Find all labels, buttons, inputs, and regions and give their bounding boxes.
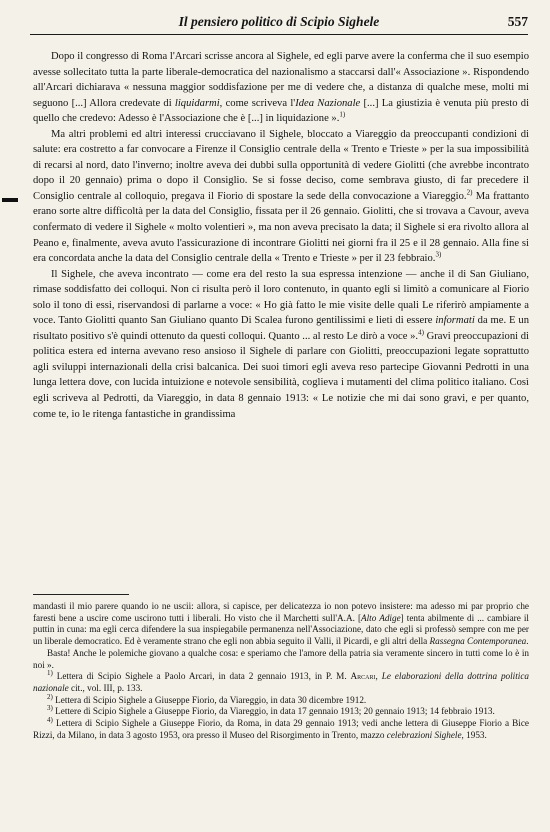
text-run: Lettera di Scipio Sighele a Giuseppe Fiorio, da Roma, in data 29 gennaio 1913; vedi anche lettera di Giuseppe Fiorio a Bice Rizzi, da Milano, in data 3 agosto 1953, ora presso il Museo del Risorgimento in Trento, mazzo [33, 718, 529, 740]
paragraph-1 [33, 49, 529, 127]
footnote-mark: 2) [47, 692, 53, 701]
footnote-rule [33, 594, 129, 595]
footnote-mark: 1) [47, 669, 53, 678]
italic-run: Le elaborazioni della dottrina politica nazionale [33, 671, 530, 693]
footnote-continuation [33, 601, 529, 648]
text-run: [...] La giustizia è venuta più presto di quello che credevo: Adesso è l'Associazione che è [...] in liquidazione ». [33, 97, 530, 125]
text-run: Dopo il congresso di Roma l'Arcari scrisse ancora al Sighele, ed egli parve avere la conferma che il suo esempio avesse sollecitato tutta la parte liberale-democratica del nazionalismo a staccarsi dall'« Associazione ». Rispondendo all'Arcari dichiarava « nessuna maggior soddisfazione per me di vedere che, a distanza di qualche mese, molti mi seguono [...] Allora credevate di [33, 51, 529, 109]
italic-run: Idea Nazionale [295, 97, 361, 109]
footnote-4 [33, 715, 529, 741]
running-title: Il pensiero politico di Scipio Sighele [178, 14, 380, 29]
text-run: , 1953. [461, 729, 487, 740]
footnote-ref: 3) [435, 250, 442, 259]
text-run: . [526, 636, 529, 647]
italic-run: Rassegna Contemporanea [429, 636, 527, 647]
text-run: Lettere di Scipio Sighele a Giuseppe Fiorio, da Viareggio, in data 17 gennaio 1913; 20 gennaio 1913; 14 febbraio 1913. [52, 706, 495, 717]
footnote-3 [33, 706, 529, 718]
text-run: , come scriveva l' [219, 97, 296, 109]
footnotes [33, 601, 529, 741]
footnote-basta: Basta! Anche le polemiche giovano a qualche cosa: e speriamo che l'amore della patria sia veramente sincero in tutti come lo è in noi ». [33, 647, 529, 670]
text-run: Il Sighele, che aveva incontrato — come era del resto la sua espressa intenzione — anche il di San Giuliano, rimase soddisfatto dei colloqui. Non ci risulta però il loro contenuto, in quanto egli si limitò a comunicare al Fiorio solo il tono di essi, riservandosi di parlarne a voce: « Ho già fatto le mie visite delle quali Le riferirò ampiamente a voce. Tanto Giolitti quanto San Giuliano quanto Di Scalea furono gentilissimi e lieti di essere [33, 268, 529, 327]
italic-run: Alto Adige [361, 612, 401, 623]
paragraph-3 [33, 267, 529, 422]
main-text [33, 49, 529, 422]
page-number: 557 [507, 14, 528, 29]
footnote-1 [33, 671, 529, 694]
text-run: Lettera di Scipio Sighele a Giuseppe Fiorio, da Viareggio, in data 30 dicembre 1912. [52, 694, 367, 705]
footnote-2 [33, 692, 529, 707]
text-run: Ma altri problemi ed altri interessi crucciavano il Sighele, bloccato a Viareggio da preoccupanti condizioni di salute: era costretto a far convocare a Firenze il Consiglio centrale della « Trento e Trieste » per la sua impossibilità di recarsi al nord, dato l'inverno; inoltre aveva dei dubbi sulla opportunità di vedere Giolitti (che avrebbe incontrato dopo il 20 gennaio) prima o dopo il Consiglio. Se si fosse deciso, come sembrava giusto, di far precedere il Consiglio centrale al colloquio, pregava il Fiorio di spostare la sede della convocazione a Viareggio. [33, 128, 529, 202]
text-run: cit., vol. III, p. 133. [68, 682, 143, 693]
author-name: Arcari [350, 671, 376, 682]
text-run: Gravi preoccupazioni di politica estera ed interna avevano reso ansioso il Sighele di parlare con Giolitti, preoccupazioni legate soprattutto agli sviluppi internazionali della crisi balcanica. Dei suoi timori egli aveva reso partecipe Giovanni Pedrotti in una lunga lettera dove, con lucida intuizione e notevole sensibilità, coglieva i mutamenti del clima politico italiano. Così egli scriveva al Pedrotti, da Viareggio, in data 8 gennaio 1913: « Le notizie che mi dai sono gravi, e per quanto, come te, io le ritenga fantastiche in grandissima [33, 330, 530, 420]
italic-run: celebrazioni Sighele [386, 729, 462, 740]
italic-run: liquidarmi [174, 97, 220, 109]
footnote-ref: 4) [418, 328, 424, 337]
text-run: Ma frattanto erano sorte altre difficoltà per la data del Consiglio, fissata per il 26 gennaio. Giolitti, che si trovava a Cavour, aveva confermato di vedere il Sighele « molto volentieri », ma non aveva precisato la data; il Sighele si era rivolto allora al Peano e, finalmente, aveva avuto l'assicurazione di incontrare Giolitti nei giorni fra il 25 e il 28 gennaio. Alla fine si era concordata anche la data del Consiglio centrale della « Trento e Trieste » per il 23 febbraio. [33, 190, 529, 265]
text-run: Lettera di Scipio Sighele a Paolo Arcari, in data 2 gennaio 1913, in P. M. [52, 671, 351, 682]
page-header [30, 14, 528, 35]
footnote-mark: 3) [47, 704, 53, 713]
text-run: , [375, 671, 382, 682]
italic-run: informati [435, 315, 475, 327]
footnote-mark: 4) [47, 715, 53, 724]
text-run: mandasti il mio parere quando io ne uscii: allora, si capisce, per delicatezza io non potevo insistere: ma adesso mi par proprio che faresti bene a uscire come uscirono tutti i liberali. Ho visto che il Marchetti sull'A.A. [ [33, 601, 529, 623]
footnote-ref: 2) [466, 188, 473, 197]
paragraph-2 [33, 127, 529, 267]
footnote-ref: 1) [339, 110, 346, 119]
text-run: ] tenta abilmente di ... cambiare il puttin in cuna: ma egli cerca difendere la sua inspiegabile permanenza nell'Associazione, dato che egli si professò sempre con me per un liberale democratico. Ed è veramente strano che egli non abbia seguito il Valli, il Picardi, e gli altri della [33, 612, 529, 647]
margin-mark [2, 198, 18, 202]
text-run: da me. E un risultato positivo s'è quindi ottenuto da questi colloqui. Quanto ... al resto Le dirò a voce ». [33, 315, 530, 342]
